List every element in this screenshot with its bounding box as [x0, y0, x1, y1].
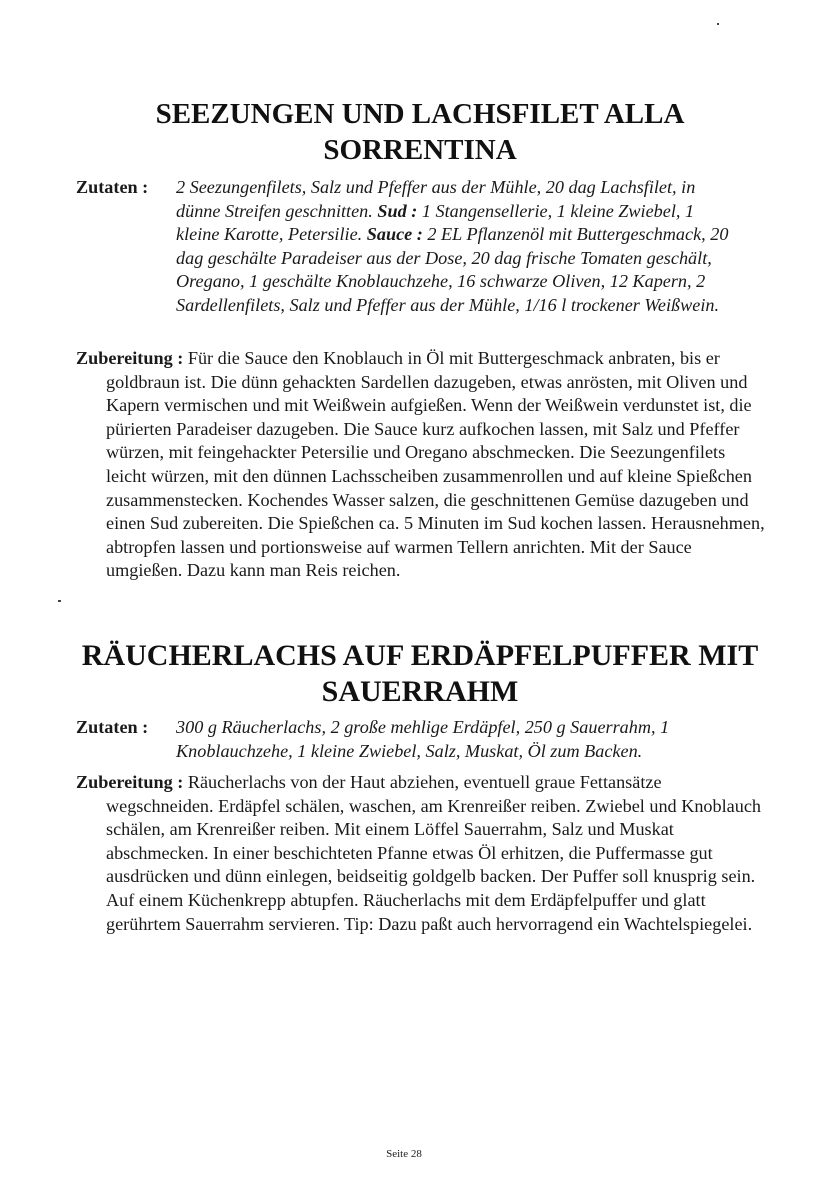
- recipe-1-title: [60, 96, 780, 168]
- recipe-2-ingredients-label: Zutaten :: [76, 717, 149, 737]
- recipe-1-ingredients-part1: 2 Seezungenfilets, Salz und Pfeffer aus der Mühle, 20 dag Lachsfilet, in dünne Streifen geschnitten.: [176, 177, 696, 221]
- recipe-2-preparation-text: Räucherlachs von der Haut abziehen, eventuell graue Fettansätze wegschneiden. Erdäpfel schälen, waschen, am Krenreißer reiben. Zwiebel und Knoblauch schälen, am Krenreißer reiben. Mit einem Löffel Sauerrahm, Salz und Muskat abschmecken. In einer beschichteten Pfanne etwas Öl erhitzen, die Puffermasse gut ausdrücken und dünn einlegen, beidseitig goldgelb backen. Der Puffer soll knusprig sein. Auf einem Küchenkrepp abtupfen. Räucherlachs mit dem Erdäpfelpuffer und glatt gerührtem Sauerrahm servieren. Tip: Dazu paßt auch hervorragend ein Wachtelspiegelei.: [106, 772, 761, 934]
- scan-speck: [58, 600, 61, 602]
- recipe-1-ingredients-label: Zutaten :: [76, 177, 149, 197]
- recipe-2-preparation-label: Zubereitung :: [76, 772, 184, 792]
- recipe-1-title-line2: SORRENTINA: [323, 134, 517, 166]
- recipe-1-sud-label: Sud :: [377, 200, 418, 221]
- recipe-2-title: [60, 638, 780, 710]
- recipe-1-ingredients-text: [176, 176, 738, 318]
- recipe-2-title-line2: SAUERRAHM: [321, 675, 519, 708]
- recipe-1-ingredients: [76, 176, 738, 318]
- recipe-1-preparation-label: Zubereitung :: [76, 348, 184, 368]
- recipe-2-title-line1: RÄUCHERLACHS AUF ERDÄPFELPUFFER MIT: [81, 639, 759, 672]
- recipe-1-preparation: [76, 347, 768, 583]
- recipe-2-preparation: [76, 771, 768, 936]
- scan-speck: [717, 23, 719, 25]
- recipe-2-ingredients: [76, 716, 738, 763]
- recipe-1-ingredients-part3: 2 EL Pflanzenöl mit Buttergeschmack, 20 dag geschälte Paradeiser aus der Dose, 20 dag frische Tomaten geschält, Oregano, 1 geschälte Knoblauchzehe, 16 schwarze Oliven, 12 Kapern, 2 Sardellenfilets, Salz und Pfeffer aus der Mühle, 1/16 l trockener Weißwein.: [176, 224, 729, 315]
- recipe-1-ingredients-part2: 1 Stangensellerie, 1 kleine Zwiebel, 1 kleine Karotte, Petersilie.: [176, 200, 695, 245]
- recipe-2-ingredients-text: 300 g Räucherlachs, 2 große mehlige Erdäpfel, 250 g Sauerrahm, 1 Knoblauchzehe, 1 kleine Zwiebel, Salz, Muskat, Öl zum Backen.: [176, 717, 670, 761]
- recipe-1-sauce-label: Sauce :: [366, 224, 423, 245]
- recipe-1-preparation-text: Für die Sauce den Knoblauch in Öl mit Buttergeschmack anbraten, bis er goldbraun ist. Die dünn gehackten Sardellen dazugeben, etwas anrösten, mit Oliven und Kapern vermischen und mit Weißwein aufgießen. Wenn der Weißwein verdunstet ist, die pürierten Paradeiser dazugeben. Die Sauce kurz aufkochen lassen, mit Salz und Pfeffer würzen, mit feingehackter Petersilie und Oregano abschmecken. Die Seezungenfilets leicht würzen, mit den dünnen Lachsscheiben zusammenrollen und auf kleine Spießchen zusammenstecken. Kochendes Wasser salzen, die geschnittenen Gemüse dazugeben und einen Sud zubereiten. Die Spießchen ca. 5 Minuten im Sud kochen lassen. Herausnehmen, abtropfen lassen und portionsweise auf warmen Tellern anrichten. Mit der Sauce umgießen. Dazu kann man Reis reichen.: [106, 348, 765, 581]
- recipe-1-title-line1: SEEZUNGEN UND LACHSFILET ALLA: [155, 98, 685, 130]
- page-number: Seite 28: [386, 1148, 422, 1160]
